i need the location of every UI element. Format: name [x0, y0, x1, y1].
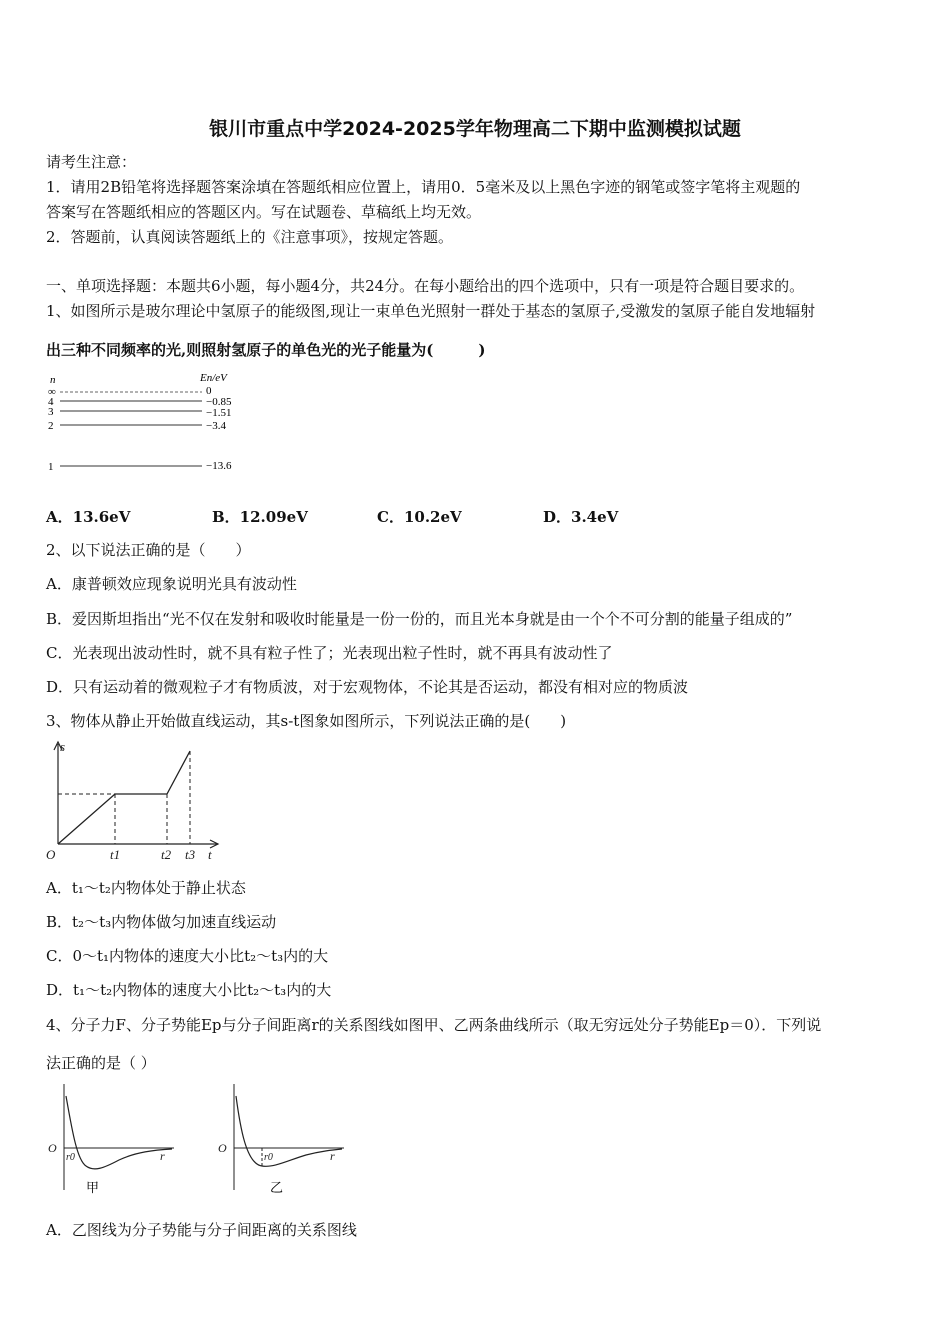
graph-jia	[44, 1080, 184, 1200]
notice-line-2: 答案写在答题纸相应的答题区内。写在试题卷、草稿纸上均无效。	[46, 203, 482, 221]
q2-stem: 2、以下说法正确的是（ ）	[46, 541, 251, 559]
t1-label: t1	[110, 847, 121, 862]
level-e-3-value: −1.51	[206, 407, 232, 419]
q4-stem-line-1: 4、分子力F、分子势能Ep与分子间距离r的关系图线如图甲、乙两条曲线所示（取无穷远处分子势能Ep＝0）．下列说	[46, 1016, 822, 1034]
q2-option-a: A．康普顿效应现象说明光具有波动性	[46, 575, 297, 593]
level-n-1: 1	[48, 461, 54, 473]
jia-caption: 甲	[86, 1180, 100, 1195]
q1-option-c: C．10.2eV	[377, 508, 462, 526]
q1-stem-line-2: 出三种不同频率的光,则照射氢原子的单色光的光子能量为( )	[46, 341, 486, 359]
jia-curve	[66, 1096, 172, 1169]
q1-stem-line-1: 1、如图所示是玻尔理论中氢原子的能级图,现让一束单色光照射一群处于基态的氢原子,受激发的氢原子能自发地辐射	[46, 302, 816, 320]
graph-yi	[214, 1080, 354, 1200]
level-e-4: −0.85	[206, 396, 232, 408]
q1-option-d: D．3.4eV	[543, 508, 619, 526]
yi-origin-label: O	[218, 1141, 227, 1155]
yi-r0-label: r0	[264, 1152, 273, 1163]
notice-heading: 请考生注意：	[46, 153, 137, 171]
jia-r0-label: r0	[66, 1152, 75, 1163]
energy-level-diagram	[44, 370, 254, 480]
energy-axis-label: En/eV	[200, 372, 227, 384]
yi-curve	[236, 1096, 342, 1166]
q4-option-a: A．乙图线为分子势能与分子间距离的关系图线	[46, 1221, 357, 1239]
level-n-inf: ∞	[48, 386, 56, 398]
q3-option-c: C．0～t₁内物体的速度大小比t₂～t₃内的大	[46, 947, 329, 965]
level-n-3: 3	[48, 406, 54, 418]
origin-label: O	[46, 847, 56, 862]
s-label: s	[60, 739, 66, 754]
notice-line-3: 2．答题前，认真阅读答题纸上的《注意事项》，按规定答题。	[46, 228, 454, 246]
s-t-curve	[58, 751, 190, 844]
t3-label: t3	[185, 847, 196, 862]
level-n-4: 4	[48, 396, 54, 408]
q3-option-d: D．t₁～t₂内物体的速度大小比t₂～t₃内的大	[46, 981, 332, 999]
section-heading: 一、单项选择题：本题共6小题，每小题4分，共24分。在每小题给出的四个选项中，只有一项是符合题目要求的。	[46, 277, 805, 295]
q4-stem-line-2: 法正确的是（ ）	[46, 1054, 156, 1072]
q1-option-a: A．13.6eV	[46, 508, 131, 526]
level-n-2: 2	[48, 420, 54, 432]
s-t-graph	[40, 738, 230, 864]
n-axis-label: n	[50, 374, 56, 386]
q2-option-b: B．爱因斯坦指出“光不仅在发射和吸收时能量是一份一份的，而且光本身就是由一个个不可分割的能量子组成的”	[46, 610, 793, 628]
q3-option-a: A．t₁～t₂内物体处于静止状态	[46, 879, 246, 897]
level-e-inf: 0	[206, 385, 212, 397]
q3-stem: 3、物体从静止开始做直线运动，其s-t图象如图所示，下列说法正确的是( )	[46, 712, 567, 730]
q2-option-c: C．光表现出波动性时，就不具有粒子性了；光表现出粒子性时，就不再具有波动性了	[46, 644, 613, 662]
q2-option-d: D．只有运动着的微观粒子才有物质波，对于宏观物体，不论其是否运动，都没有相对应的物质波	[46, 678, 689, 696]
yi-r-label: r	[330, 1149, 335, 1163]
yi-caption: 乙	[270, 1180, 284, 1195]
notice-line-1: 1．请用2B铅笔将选择题答案涂填在答题纸相应位置上，请用0．5毫米及以上黑色字迹的钢笔或签字笔将主观题的	[46, 178, 801, 196]
jia-origin-label: O	[48, 1141, 57, 1155]
t2-label: t2	[161, 847, 172, 862]
jia-r-label: r	[160, 1149, 165, 1163]
q1-option-b: B．12.09eV	[212, 508, 308, 526]
level-e-1: −13.6	[206, 460, 232, 472]
level-e-2: −3.4	[206, 420, 226, 432]
t-label: t	[208, 847, 212, 862]
q3-option-b: B．t₂～t₃内物体做匀加速直线运动	[46, 913, 277, 931]
page-title: 银川市重点中学2024-2025学年物理高二下期中监测模拟试题	[209, 118, 741, 140]
